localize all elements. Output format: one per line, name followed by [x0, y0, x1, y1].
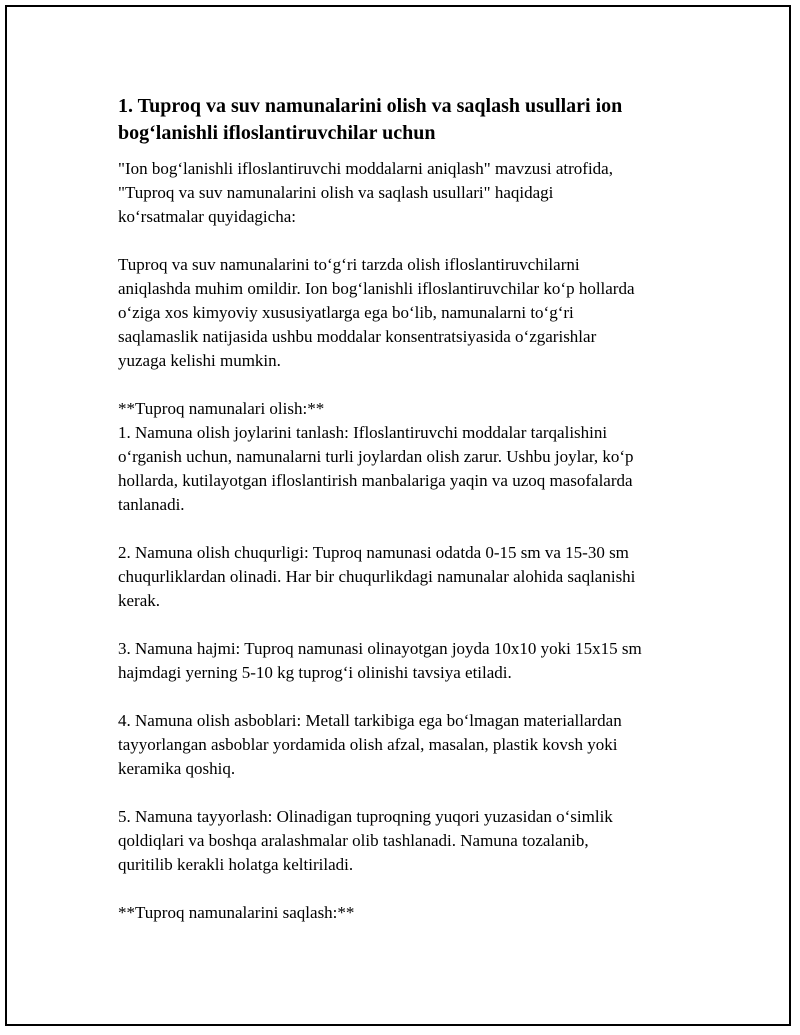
soil-sampling-item-4: 4. Namuna olish asboblari: Metall tarkibiga ega bo‘lmagan materiallardan tayyorlangan asboblar yordamida olish afzal, masalan, plastik kovsh yoki keramika qoshiq.: [118, 711, 622, 778]
paragraph-gap: [118, 373, 698, 397]
section-heading: 1. Tuproq va suv namunalarini olish va saqlash usullari ion bog‘lanishli ifloslantiruvchilar uchun: [118, 95, 623, 144]
paragraph-gap: [118, 781, 698, 805]
soil-sampling-item-5: 5. Namuna tayyorlash: Olinadigan tuproqning yuqori yuzasidan o‘simlik qoldiqlari va boshqa aralashmalar olib tashlanadi. Namuna tozalanib, quritilib kerakli holatga keltiriladi.: [118, 807, 613, 874]
document-body: [118, 93, 698, 925]
paragraph-gap: [118, 685, 698, 709]
soil-sampling-item-3: 3. Namuna hajmi: Tuproq namunasi olinayotgan joyda 10x10 yoki 15x15 sm hajmdagi yerning 5-10 kg tuprog‘i olinishi tavsiya etiladi.: [118, 639, 642, 682]
paragraph-gap: [118, 877, 698, 901]
paragraph-gap: [118, 229, 698, 253]
importance-paragraph: Tuproq va suv namunalarini to‘g‘ri tarzda olish ifloslantiruvchilarni aniqlashda muhim omildir. Ion bog‘lanishli ifloslantiruvchilar ko‘p hollarda o‘ziga xos kimyoviy xususiyatlarga ega bo‘lib, namunalarni to‘g‘ri saqlamaslik natijasida ushbu moddalar konsentratsiyasida o‘zgarishlar yuzaga kelishi mumkin.: [118, 255, 635, 370]
soil-sampling-item-2: 2. Namuna olish chuqurligi: Tuproq namunasi odatda 0-15 sm va 15-30 sm chuqurliklardan olinadi. Har bir chuqurlikdagi namunalar alohida saqlanishi kerak.: [118, 543, 636, 610]
soil-sampling-item-1: **Tuproq namunalari olish:** 1. Namuna olish joylarini tanlash: Ifloslantiruvchi moddalar tarqalishini o‘rganish uchun, namunalarni turli joylardan olish zarur. Ushbu joylar, ko‘p hollarda, kutilayotgan ifloslantirish manbalariga yaqin va uzoq masofalarda tanlanadi.: [118, 399, 634, 514]
paragraph-gap: [118, 517, 698, 541]
intro-paragraph: "Ion bog‘lanishli ifloslantiruvchi moddalarni aniqlash" mavzusi atrofida, "Tuproq va suv namunalarini olish va saqlash usullari" haqidagi ko‘rsatmalar quyidagicha:: [118, 159, 613, 226]
paragraph-gap: [118, 613, 698, 637]
soil-storage-heading: **Tuproq namunalarini saqlash:**: [118, 903, 355, 922]
